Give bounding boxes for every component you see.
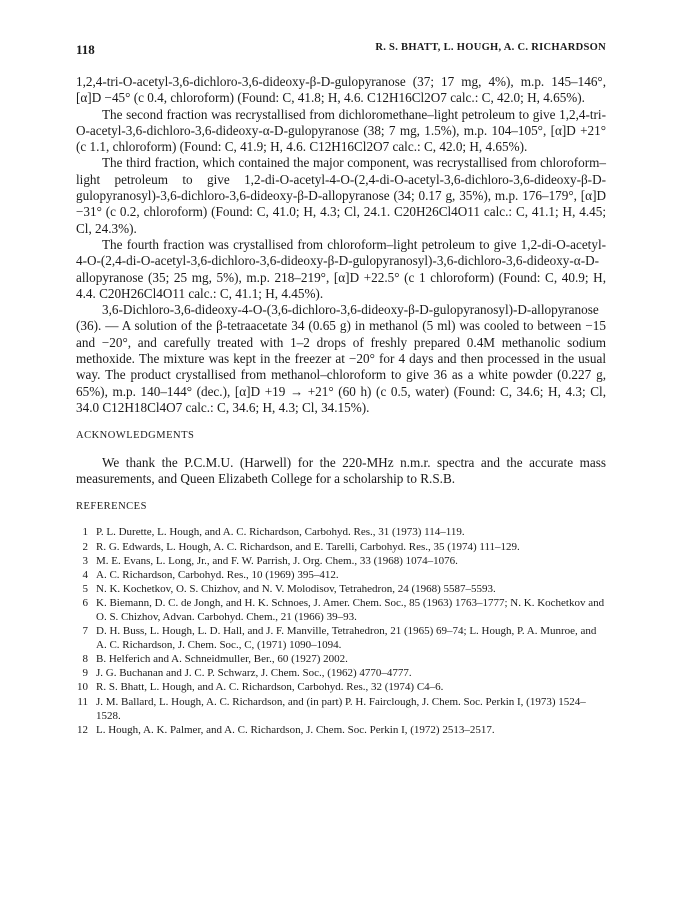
article-body bbox=[76, 74, 606, 737]
reference-text: N. K. Kochetkov, O. S. Chizhov, and N. V. Molodisov, Tetrahedron, 24 (1968) 5587–5593. bbox=[96, 582, 496, 595]
running-head: R. S. BHATT, L. HOUGH, A. C. RICHARDSON bbox=[375, 42, 606, 53]
reference-number: 10 bbox=[77, 681, 88, 694]
reference-number: 1 bbox=[82, 526, 88, 539]
reference-text: L. Hough, A. K. Palmer, and A. C. Richardson, J. Chem. Soc. Perkin I, (1972) 2513–2517. bbox=[96, 723, 495, 736]
reference-item bbox=[76, 624, 606, 652]
reference-item bbox=[76, 554, 606, 568]
acknowledgments-text: We thank the P.C.M.U. (Harwell) for the 220-MHz n.m.r. spectra and the accurate mass measurements, and Queen Elizabeth College for a scholarship to R.S.B. bbox=[76, 454, 606, 486]
reference-number: 9 bbox=[82, 667, 88, 680]
reference-text: R. G. Edwards, L. Hough, A. C. Richardson, and E. Tarelli, Carbohyd. Res., 35 (1974) 111–129. bbox=[96, 540, 520, 553]
reference-item bbox=[76, 652, 606, 666]
reference-text: M. E. Evans, L. Long, Jr., and F. W. Parrish, J. Org. Chem., 33 (1968) 1074–1076. bbox=[96, 554, 458, 567]
reference-item bbox=[76, 596, 606, 624]
reference-number: 8 bbox=[82, 653, 88, 666]
reference-item bbox=[76, 525, 606, 539]
reference-item bbox=[76, 568, 606, 582]
reference-item bbox=[76, 680, 606, 694]
reference-number: 7 bbox=[82, 625, 88, 638]
page-number: 118 bbox=[76, 42, 95, 57]
reference-number: 2 bbox=[82, 540, 88, 553]
page-header bbox=[76, 42, 606, 62]
reference-number: 12 bbox=[77, 723, 88, 736]
paragraph-compound-37: 1,2,4-tri-O-acetyl-3,6-dichloro-3,6-dideoxy-β-D-gulopyranose (37; 17 mg, 4%), m.p. 145–146°, [α]D −45° (c 0.4, chloroform) (Found: C, 41.8; H, 4.6. C12H16Cl2O7 calc.: C, 42.0; H, 4.65%). bbox=[76, 74, 606, 106]
reference-item bbox=[76, 540, 606, 554]
reference-item bbox=[76, 582, 606, 596]
reference-text: R. S. Bhatt, L. Hough, and A. C. Richardson, Carbohyd. Res., 32 (1974) C4–6. bbox=[96, 681, 444, 694]
reference-text: D. H. Buss, L. Hough, L. D. Hall, and J. F. Manville, Tetrahedron, 21 (1965) 69–74; L. Hough, P. A. Munroe, and A. C. Richardson, J. Chem. Soc., C, (1971) 1090–1094. bbox=[96, 625, 597, 652]
paragraph-fourth-fraction: The fourth fraction was crystallised from chloroform–light petroleum to give 1,2-di-O-acetyl-4-O-(2,4-di-O-acetyl-3,6-dichloro-3,6-dideoxy-β-D-gulopyranosyl)-3,6-dichloro-3,6-dideoxy-α-D-allopyranose (35; 25 mg, 5%), m.p. 218–219°, [α]D +22.5° (c 1 chloroform) (Found: C, 40.9; H, 4.4. C20H26Cl4O11 calc.: C, 41.1; H, 4.45%). bbox=[76, 236, 606, 301]
reference-item bbox=[76, 666, 606, 680]
reference-number: 4 bbox=[82, 568, 88, 581]
reference-text: K. Biemann, D. C. de Jongh, and H. K. Schnoes, J. Amer. Chem. Soc., 85 (1963) 1763–1777; N. K. Kochetkov and O. S. Chizhov, Advan. Carbohyd. Chem., 21 (1966) 39–93. bbox=[96, 596, 605, 623]
reference-item bbox=[76, 695, 606, 723]
acknowledgments-heading: ACKNOWLEDGMENTS bbox=[76, 430, 195, 442]
reference-number: 11 bbox=[77, 695, 88, 708]
reference-text: J. M. Ballard, L. Hough, A. C. Richardson, and (in part) P. H. Fairclough, J. Chem. Soc. Perkin I, (1973) 1524–1528. bbox=[96, 695, 586, 722]
reference-text: P. L. Durette, L. Hough, and A. C. Richardson, Carbohyd. Res., 31 (1973) 114–119. bbox=[96, 526, 465, 539]
reference-text: A. C. Richardson, Carbohyd. Res., 10 (1969) 395–412. bbox=[96, 568, 339, 581]
paragraph-second-fraction: The second fraction was recrystallised from dichloromethane–light petroleum to give 1,2,4-tri-O-acetyl-3,6-dichloro-3,6-dideoxy-α-D-gulopyranose (38; 7 mg, 1.5%), m.p. 104–105°, [α]D +21° (c 1.1, chloroform) (Found: C, 41.9; H, 4.6. C12H16Cl2O7 calc.: C, 42.0; H, 4.65%). bbox=[76, 106, 606, 155]
paragraph-compound-36: 3,6-Dichloro-3,6-dideoxy-4-O-(3,6-dichloro-3,6-dideoxy-β-D-gulopyranosyl)-D-allopyranose (36). — A solution of the β-tetraacetate 34 (0.65 g) in methanol (5 ml) was cooled to between −15 and −20°, and carefully treated with 1–2 drops of freshly prepared 0.4M methanolic sodium methoxide. The mixture was kept in the freezer at −20° for 4 days and then processed in the usual way. The product crystallised from methanol–chloroform to give 36 as a white powder (0.227 g, 65%), m.p. 140–144° (dec.), [α]D +19 → +21° (60 h) (c 0.5, water) (Found: C, 34.6; H, 4.3; Cl, 34.0 C12H18Cl4O7 calc.: C, 34.6; H, 4.3; Cl, 34.15%). bbox=[76, 302, 606, 415]
reference-item bbox=[76, 723, 606, 737]
reference-text: B. Helferich and A. Schneidmuller, Ber., 60 (1927) 2002. bbox=[96, 653, 348, 666]
reference-list bbox=[76, 525, 606, 736]
reference-number: 6 bbox=[82, 596, 88, 609]
reference-number: 3 bbox=[82, 554, 88, 567]
paragraph-third-fraction: The third fraction, which contained the major component, was recrystallised from chloroform–light petroleum to give 1,2-di-O-acetyl-4-O-(2,4-di-O-acetyl-3,6-dichloro-3,6-dideoxy-β-D-gulopyranosyl)-3,6-dichloro-3,6-dideoxy-β-D-allopyranose (34; 0.17 g, 35%), m.p. 176–179°, [α]D −31° (c 0.2, chloroform) (Found: C, 41.0; H, 4.3; Cl, 24.1. C20H26Cl4O11 calc.: C, 41.1; H, 4.45; Cl, 24.3%). bbox=[76, 155, 606, 236]
reference-text: J. G. Buchanan and J. C. P. Schwarz, J. Chem. Soc., (1962) 4770–4777. bbox=[96, 667, 412, 680]
references-heading: REFERENCES bbox=[76, 501, 147, 513]
reference-number: 5 bbox=[82, 582, 88, 595]
